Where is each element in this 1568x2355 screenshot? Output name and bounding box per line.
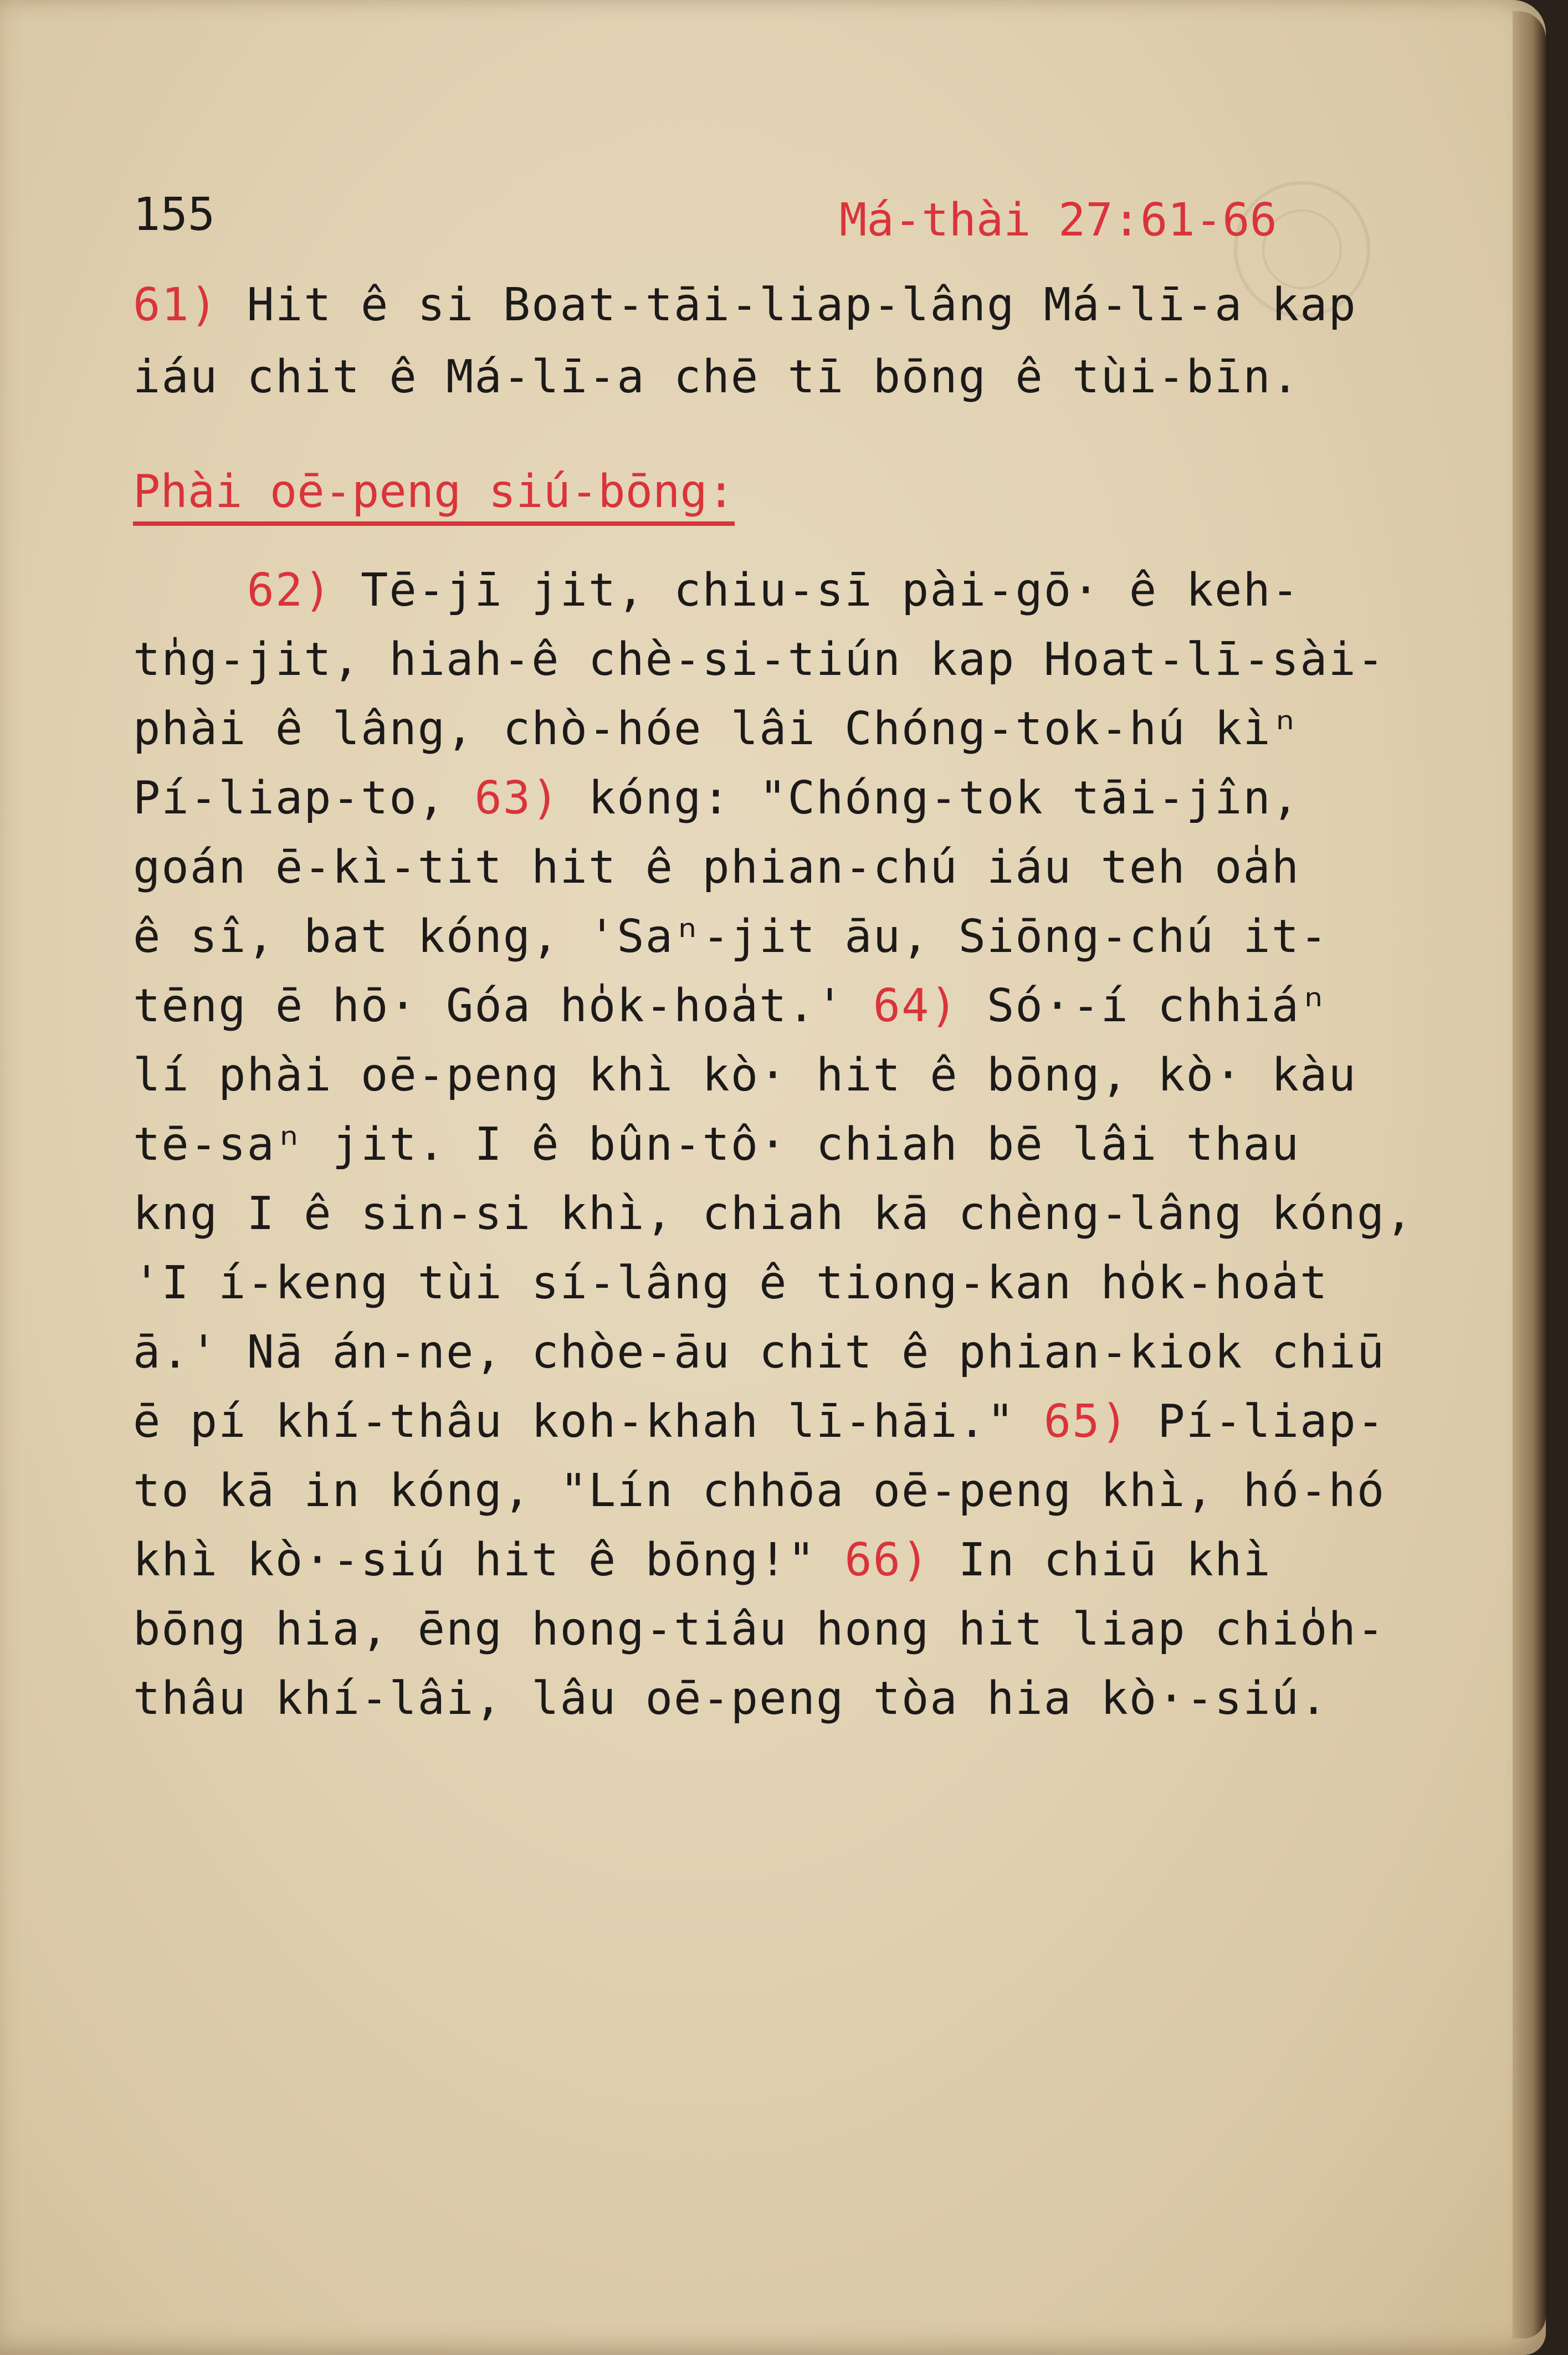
text-segment: phài ê lâng, chò-hóe lâi Chóng-tok-hú kìⁿ <box>133 703 1300 755</box>
page-number: 155 <box>133 188 216 241</box>
text-line <box>133 1534 1272 1586</box>
text-line <box>133 772 1300 825</box>
text-segment: to kā in kóng, "Lín chhōa oē-peng khì, hó-hó <box>133 1465 1386 1517</box>
verse-number: 63) <box>474 772 560 825</box>
page-edge <box>1513 11 1546 2338</box>
text-line <box>133 703 1300 755</box>
text-line <box>133 351 1300 403</box>
text-segment: ā.' Nā án-ne, chòe-āu chit ê phian-kiok chiū <box>133 1326 1386 1379</box>
text-segment <box>133 564 247 617</box>
text-line <box>133 1465 1386 1517</box>
text-line <box>133 564 1300 617</box>
text-line <box>133 1672 1329 1725</box>
verse-number: 64) <box>873 980 959 1032</box>
text-segment: Só·-í chhiáⁿ <box>958 980 1329 1032</box>
text-line <box>133 1118 1300 1171</box>
text-segment: tē-saⁿ jit. I ê bûn-tô· chiah bē lâi thau <box>133 1118 1300 1171</box>
text-line <box>133 1257 1329 1309</box>
text-line <box>133 1603 1386 1656</box>
text-line <box>133 841 1300 894</box>
text-segment: goán ē-kì-tit hit ê phian-chú iáu teh oa̍h <box>133 841 1300 894</box>
text-line <box>133 1395 1386 1448</box>
text-segment: Tē-jī jit, chiu-sī pài-gō· ê keh- <box>332 564 1300 617</box>
text-segment: iáu chit ê Má-lī-a chē tī bōng ê tùi-bīn. <box>133 351 1300 403</box>
verse-number: 61) <box>133 279 219 331</box>
verse-number: 66) <box>844 1534 930 1586</box>
text-segment: 'I í-keng tùi sí-lâng ê tiong-kan ho̍k-hoa̍t <box>133 1257 1329 1309</box>
text-segment: bōng hia, ēng hong-tiâu hong hit liap chio̍h- <box>133 1603 1386 1656</box>
text-segment: In chiū khì <box>930 1534 1272 1586</box>
verse-number: 65) <box>1043 1395 1129 1448</box>
chapter-reference: Má-thài 27:61-66 <box>839 194 1277 247</box>
text-segment: khì kò·-siú hit ê bōng!" <box>133 1534 845 1586</box>
text-segment: kng I ê sin-si khì, chiah kā chèng-lâng kóng, <box>133 1187 1414 1240</box>
text-segment: thâu khí-lâi, lâu oē-peng tòa hia kò·-siú. <box>133 1672 1329 1725</box>
text-line <box>133 633 1386 686</box>
text-line <box>133 1326 1386 1379</box>
text-segment: Hit ê si Boat-tāi-liap-lâng Má-lī-a kap <box>218 279 1357 331</box>
text-segment: tēng ē hō· Góa ho̍k-hoa̍t.' <box>133 980 873 1032</box>
verse-number: 62) <box>247 564 332 617</box>
text-segment: kóng: "Chóng-tok tāi-jîn, <box>560 772 1300 825</box>
section-heading: Phài oē-peng siú-bōng: <box>133 465 735 526</box>
text-segment: Pí-liap- <box>1129 1395 1386 1448</box>
text-segment: Pí-liap-to, <box>133 772 475 825</box>
text-segment: ê sî, bat kóng, 'Saⁿ-jit āu, Siōng-chú it- <box>133 910 1329 963</box>
text-line <box>133 279 1357 331</box>
text-segment: tn̍g-jit, hiah-ê chè-si-tiún kap Hoat-lī-sài- <box>133 633 1386 686</box>
text-segment: lí phài oē-peng khì kò· hit ê bōng, kò· kàu <box>133 1049 1357 1102</box>
text-line <box>133 1187 1414 1240</box>
text-line <box>133 1049 1357 1102</box>
text-line <box>133 910 1329 963</box>
text-line <box>133 980 1329 1032</box>
text-segment: ē pí khí-thâu koh-khah lī-hāi." <box>133 1395 1044 1448</box>
